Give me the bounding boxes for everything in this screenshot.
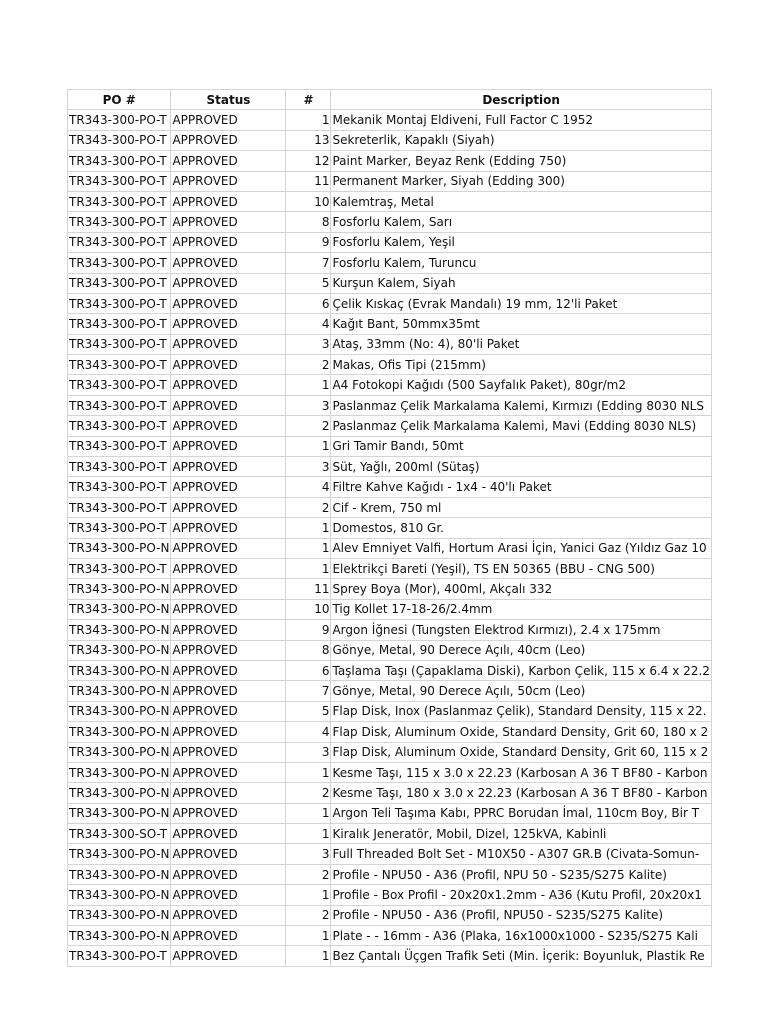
description-cell[interactable]: Argon İğnesi (Tungsten Elektrod Kırmızı), 2.4 x 175mm bbox=[331, 620, 711, 640]
table-row bbox=[68, 885, 712, 905]
po-cell[interactable]: TR343-300-PO-T bbox=[68, 375, 171, 395]
description-cell[interactable]: Domestos, 810 Gr. bbox=[331, 518, 711, 538]
quantity-cell[interactable]: 4 bbox=[286, 314, 331, 334]
status-cell[interactable]: APPROVED bbox=[171, 232, 286, 252]
table-row bbox=[68, 722, 712, 742]
quantity-cell[interactable]: 1 bbox=[286, 824, 331, 844]
description-cell[interactable]: Flap Disk, Aluminum Oxide, Standard Density, Grit 60, 115 x 2 bbox=[331, 742, 711, 762]
quantity-cell[interactable]: 10 bbox=[286, 599, 331, 619]
description-cell[interactable]: Fosforlu Kalem, Sarı bbox=[331, 212, 711, 232]
description-cell[interactable]: Permanent Marker, Siyah (Edding 300) bbox=[331, 171, 711, 191]
quantity-cell[interactable]: 1 bbox=[286, 762, 331, 782]
table-row bbox=[68, 253, 712, 273]
table-row bbox=[68, 864, 712, 884]
po-cell[interactable]: TR343-300-PO-N bbox=[68, 681, 171, 701]
po-cell[interactable]: TR343-300-PO-T bbox=[68, 416, 171, 436]
table-row bbox=[68, 232, 712, 252]
status-cell[interactable]: APPROVED bbox=[171, 212, 286, 232]
po-cell[interactable]: TR343-300-PO-N bbox=[68, 599, 171, 619]
table-row bbox=[68, 701, 712, 721]
po-cell[interactable]: TR343-300-PO-N bbox=[68, 742, 171, 762]
quantity-cell[interactable]: 2 bbox=[286, 783, 331, 803]
table-row bbox=[68, 640, 712, 660]
table-row bbox=[68, 538, 712, 558]
po-cell[interactable]: TR343-300-PO-N bbox=[68, 803, 171, 823]
table-row bbox=[68, 844, 712, 864]
description-cell[interactable]: Filtre Kahve Kağıdı - 1x4 - 40'lı Paket bbox=[331, 477, 711, 497]
description-cell[interactable]: Full Threaded Bolt Set - M10X50 - A307 GR.B (Civata-Somun- bbox=[331, 844, 711, 864]
po-cell[interactable]: TR343-300-PO-T bbox=[68, 355, 171, 375]
description-cell[interactable]: Flap Disk, Aluminum Oxide, Standard Density, Grit 60, 180 x 2 bbox=[331, 722, 711, 742]
table-row bbox=[68, 130, 712, 150]
status-cell[interactable]: APPROVED bbox=[171, 905, 286, 925]
table-row bbox=[68, 477, 712, 497]
po-cell[interactable]: TR343-300-PO-N bbox=[68, 783, 171, 803]
status-cell[interactable]: APPROVED bbox=[171, 375, 286, 395]
header-row bbox=[68, 90, 712, 110]
description-cell[interactable]: Paslanmaz Çelik Markalama Kalemi, Mavi (Edding 8030 NLS) bbox=[331, 416, 711, 436]
po-table bbox=[67, 89, 712, 967]
po-cell[interactable]: TR343-300-SO-T bbox=[68, 824, 171, 844]
quantity-cell[interactable]: 1 bbox=[286, 518, 331, 538]
description-cell[interactable]: Paint Marker, Beyaz Renk (Edding 750) bbox=[331, 151, 711, 171]
po-cell[interactable]: TR343-300-PO-T bbox=[68, 232, 171, 252]
quantity-cell[interactable]: 1 bbox=[286, 803, 331, 823]
quantity-cell[interactable]: 2 bbox=[286, 905, 331, 925]
po-cell[interactable]: TR343-300-PO-T bbox=[68, 395, 171, 415]
status-cell[interactable]: APPROVED bbox=[171, 477, 286, 497]
table-row bbox=[68, 375, 712, 395]
status-cell[interactable]: APPROVED bbox=[171, 436, 286, 456]
quantity-cell[interactable]: 13 bbox=[286, 130, 331, 150]
description-cell[interactable]: A4 Fotokopi Kağıdı (500 Sayfalık Paket), 80gr/m2 bbox=[331, 375, 711, 395]
table-row bbox=[68, 905, 712, 925]
status-cell[interactable]: APPROVED bbox=[171, 538, 286, 558]
status-cell[interactable]: APPROVED bbox=[171, 253, 286, 273]
description-cell[interactable]: Tig Kollet 17-18-26/2.4mm bbox=[331, 599, 711, 619]
description-cell[interactable]: Fosforlu Kalem, Turuncu bbox=[331, 253, 711, 273]
description-cell[interactable]: Taşlama Taşı (Çapaklama Diski), Karbon Çelik, 115 x 6.4 x 22.2 bbox=[331, 660, 711, 680]
table-row bbox=[68, 355, 712, 375]
po-cell[interactable]: TR343-300-PO-N bbox=[68, 926, 171, 946]
status-cell[interactable]: APPROVED bbox=[171, 457, 286, 477]
quantity-cell[interactable]: 11 bbox=[286, 579, 331, 599]
table-row bbox=[68, 599, 712, 619]
status-cell[interactable]: APPROVED bbox=[171, 558, 286, 578]
quantity-cell[interactable]: 6 bbox=[286, 293, 331, 313]
status-cell[interactable]: APPROVED bbox=[171, 783, 286, 803]
quantity-cell[interactable]: 6 bbox=[286, 660, 331, 680]
status-cell[interactable]: APPROVED bbox=[171, 864, 286, 884]
status-cell[interactable]: APPROVED bbox=[171, 191, 286, 211]
table-row bbox=[68, 518, 712, 538]
quantity-cell[interactable]: 1 bbox=[286, 375, 331, 395]
status-cell[interactable]: APPROVED bbox=[171, 599, 286, 619]
status-cell[interactable]: APPROVED bbox=[171, 130, 286, 150]
description-cell[interactable]: Alev Emniyet Valfi, Hortum Arasi İçin, Yanici Gaz (Yıldız Gaz 10 bbox=[331, 538, 711, 558]
quantity-cell[interactable]: 2 bbox=[286, 864, 331, 884]
po-cell[interactable]: TR343-300-PO-N bbox=[68, 844, 171, 864]
quantity-cell[interactable]: 2 bbox=[286, 497, 331, 517]
quantity-cell[interactable]: 2 bbox=[286, 416, 331, 436]
status-cell[interactable]: APPROVED bbox=[171, 314, 286, 334]
po-cell[interactable]: TR343-300-PO-T bbox=[68, 946, 171, 966]
po-cell[interactable]: TR343-300-PO-T bbox=[68, 253, 171, 273]
table-row bbox=[68, 171, 712, 191]
quantity-cell[interactable]: 3 bbox=[286, 395, 331, 415]
status-cell[interactable]: APPROVED bbox=[171, 824, 286, 844]
table-row bbox=[68, 314, 712, 334]
table-row bbox=[68, 824, 712, 844]
description-cell[interactable]: Paslanmaz Çelik Markalama Kalemi, Kırmızı (Edding 8030 NLS bbox=[331, 395, 711, 415]
table-row bbox=[68, 457, 712, 477]
description-cell[interactable]: Mekanik Montaj Eldiveni, Full Factor C 1952 bbox=[331, 110, 711, 130]
po-cell[interactable]: TR343-300-PO-N bbox=[68, 905, 171, 925]
po-cell[interactable]: TR343-300-PO-N bbox=[68, 640, 171, 660]
quantity-cell[interactable]: 5 bbox=[286, 701, 331, 721]
table-row bbox=[68, 660, 712, 680]
description-cell[interactable]: Profile - NPU50 - A36 (Profil, NPU50 - S235/S275 Kalite) bbox=[331, 905, 711, 925]
table-row bbox=[68, 742, 712, 762]
quantity-cell[interactable]: 1 bbox=[286, 558, 331, 578]
description-cell[interactable]: Fosforlu Kalem, Yeşil bbox=[331, 232, 711, 252]
quantity-cell[interactable]: 1 bbox=[286, 436, 331, 456]
po-cell[interactable]: TR343-300-PO-T bbox=[68, 436, 171, 456]
quantity-cell[interactable]: 8 bbox=[286, 212, 331, 232]
po-cell[interactable]: TR343-300-PO-N bbox=[68, 620, 171, 640]
quantity-cell[interactable]: 4 bbox=[286, 477, 331, 497]
table-row bbox=[68, 395, 712, 415]
po-cell[interactable]: TR343-300-PO-N bbox=[68, 885, 171, 905]
po-cell[interactable]: TR343-300-PO-N bbox=[68, 864, 171, 884]
quantity-cell[interactable]: 3 bbox=[286, 457, 331, 477]
description-cell[interactable]: Çelik Kıskaç (Evrak Mandalı) 19 mm, 12'li Paket bbox=[331, 293, 711, 313]
table-row bbox=[68, 681, 712, 701]
po-cell[interactable]: TR343-300-PO-T bbox=[68, 191, 171, 211]
header-status[interactable]: Status bbox=[171, 90, 286, 110]
quantity-cell[interactable]: 8 bbox=[286, 640, 331, 660]
description-cell[interactable]: Makas, Ofis Tipi (215mm) bbox=[331, 355, 711, 375]
quantity-cell[interactable]: 1 bbox=[286, 538, 331, 558]
status-cell[interactable]: APPROVED bbox=[171, 395, 286, 415]
status-cell[interactable]: APPROVED bbox=[171, 640, 286, 660]
table-row bbox=[68, 579, 712, 599]
table-row bbox=[68, 191, 712, 211]
table-row bbox=[68, 926, 712, 946]
description-cell[interactable]: Cif - Krem, 750 ml bbox=[331, 497, 711, 517]
po-cell[interactable]: TR343-300-PO-N bbox=[68, 722, 171, 742]
po-cell[interactable]: TR343-300-PO-T bbox=[68, 518, 171, 538]
status-cell[interactable]: APPROVED bbox=[171, 681, 286, 701]
status-cell[interactable]: APPROVED bbox=[171, 844, 286, 864]
description-cell[interactable]: Sekreterlik, Kapaklı (Siyah) bbox=[331, 130, 711, 150]
quantity-cell[interactable]: 5 bbox=[286, 273, 331, 293]
quantity-cell[interactable]: 2 bbox=[286, 355, 331, 375]
quantity-cell[interactable]: 9 bbox=[286, 232, 331, 252]
quantity-cell[interactable]: 12 bbox=[286, 151, 331, 171]
table-row bbox=[68, 110, 712, 130]
po-cell[interactable]: TR343-300-PO-N bbox=[68, 762, 171, 782]
table-row bbox=[68, 436, 712, 456]
description-cell[interactable]: Plate - - 16mm - A36 (Plaka, 16x1000x1000 - S235/S275 Kali bbox=[331, 926, 711, 946]
status-cell[interactable]: APPROVED bbox=[171, 273, 286, 293]
table-row bbox=[68, 620, 712, 640]
description-cell[interactable]: Profile - Box Profil - 20x20x1.2mm - A36 (Kutu Profil, 20x20x1 bbox=[331, 885, 711, 905]
status-cell[interactable]: APPROVED bbox=[171, 660, 286, 680]
table-row bbox=[68, 497, 712, 517]
table-row bbox=[68, 783, 712, 803]
description-cell[interactable]: Argon Teli Taşıma Kabı, PPRC Borudan İmal, 110cm Boy, Bir T bbox=[331, 803, 711, 823]
table-row bbox=[68, 558, 712, 578]
status-cell[interactable]: APPROVED bbox=[171, 334, 286, 354]
description-cell[interactable]: Profile - NPU50 - A36 (Profil, NPU 50 - S235/S275 Kalite) bbox=[331, 864, 711, 884]
table-row bbox=[68, 151, 712, 171]
po-cell[interactable]: TR343-300-PO-T bbox=[68, 497, 171, 517]
description-cell[interactable]: Kiralık Jeneratör, Mobil, Dizel, 125kVA, Kabinli bbox=[331, 824, 711, 844]
po-cell[interactable]: TR343-300-PO-T bbox=[68, 558, 171, 578]
po-cell[interactable]: TR343-300-PO-T bbox=[68, 314, 171, 334]
description-cell[interactable]: Elektrikçi Bareti (Yeşil), TS EN 50365 (BBU - CNG 500) bbox=[331, 558, 711, 578]
status-cell[interactable]: APPROVED bbox=[171, 926, 286, 946]
table-row bbox=[68, 212, 712, 232]
table-row bbox=[68, 334, 712, 354]
po-cell[interactable]: TR343-300-PO-N bbox=[68, 701, 171, 721]
quantity-cell[interactable]: 4 bbox=[286, 722, 331, 742]
description-cell[interactable]: Gri Tamir Bandı, 50mt bbox=[331, 436, 711, 456]
quantity-cell[interactable]: 1 bbox=[286, 926, 331, 946]
po-cell[interactable]: TR343-300-PO-T bbox=[68, 212, 171, 232]
description-cell[interactable]: Kesme Taşı, 115 x 3.0 x 22.23 (Karbosan A 36 T BF80 - Karbon bbox=[331, 762, 711, 782]
status-cell[interactable]: APPROVED bbox=[171, 722, 286, 742]
description-cell[interactable]: Kağıt Bant, 50mmx35mt bbox=[331, 314, 711, 334]
po-cell[interactable]: TR343-300-PO-T bbox=[68, 477, 171, 497]
quantity-cell[interactable]: 1 bbox=[286, 110, 331, 130]
po-cell[interactable]: TR343-300-PO-N bbox=[68, 660, 171, 680]
quantity-cell[interactable]: 1 bbox=[286, 885, 331, 905]
description-cell[interactable]: Sprey Boya (Mor), 400ml, Akçalı 332 bbox=[331, 579, 711, 599]
status-cell[interactable]: APPROVED bbox=[171, 701, 286, 721]
table-row bbox=[68, 273, 712, 293]
description-cell[interactable]: Kurşun Kalem, Siyah bbox=[331, 273, 711, 293]
po-cell[interactable]: TR343-300-PO-T bbox=[68, 273, 171, 293]
po-cell[interactable]: TR343-300-PO-T bbox=[68, 171, 171, 191]
table-row bbox=[68, 293, 712, 313]
description-cell[interactable]: Ataş, 33mm (No: 4), 80'li Paket bbox=[331, 334, 711, 354]
po-cell[interactable]: TR343-300-PO-T bbox=[68, 293, 171, 313]
po-cell[interactable]: TR343-300-PO-N bbox=[68, 538, 171, 558]
header-num[interactable]: # bbox=[286, 90, 331, 110]
status-cell[interactable]: APPROVED bbox=[171, 355, 286, 375]
po-cell[interactable]: TR343-300-PO-T bbox=[68, 334, 171, 354]
quantity-cell[interactable]: 10 bbox=[286, 191, 331, 211]
status-cell[interactable]: APPROVED bbox=[171, 579, 286, 599]
description-cell[interactable]: Gönye, Metal, 90 Derece Açılı, 50cm (Leo) bbox=[331, 681, 711, 701]
quantity-cell[interactable]: 3 bbox=[286, 334, 331, 354]
table-row bbox=[68, 946, 712, 966]
quantity-cell[interactable]: 11 bbox=[286, 171, 331, 191]
quantity-cell[interactable]: 3 bbox=[286, 844, 331, 864]
description-cell[interactable]: Kesme Taşı, 180 x 3.0 x 22.23 (Karbosan A 36 T BF80 - Karbon bbox=[331, 783, 711, 803]
po-cell[interactable]: TR343-300-PO-T bbox=[68, 151, 171, 171]
description-cell[interactable]: Gönye, Metal, 90 Derece Açılı, 40cm (Leo) bbox=[331, 640, 711, 660]
description-cell[interactable]: Bez Çantalı Üçgen Trafik Seti (Min. İçerik: Boyunluk, Plastik Re bbox=[331, 946, 711, 966]
status-cell[interactable]: APPROVED bbox=[171, 762, 286, 782]
status-cell[interactable]: APPROVED bbox=[171, 742, 286, 762]
status-cell[interactable]: APPROVED bbox=[171, 416, 286, 436]
status-cell[interactable]: APPROVED bbox=[171, 803, 286, 823]
po-cell[interactable]: TR343-300-PO-T bbox=[68, 457, 171, 477]
po-cell[interactable]: TR343-300-PO-N bbox=[68, 579, 171, 599]
status-cell[interactable]: APPROVED bbox=[171, 946, 286, 966]
status-cell[interactable]: APPROVED bbox=[171, 620, 286, 640]
quantity-cell[interactable]: 3 bbox=[286, 742, 331, 762]
quantity-cell[interactable]: 9 bbox=[286, 620, 331, 640]
description-cell[interactable]: Flap Disk, Inox (Paslanmaz Çelik), Standard Density, 115 x 22. bbox=[331, 701, 711, 721]
status-cell[interactable]: APPROVED bbox=[171, 293, 286, 313]
header-po[interactable]: PO # bbox=[68, 90, 171, 110]
table-row bbox=[68, 762, 712, 782]
status-cell[interactable]: APPROVED bbox=[171, 497, 286, 517]
table-row bbox=[68, 416, 712, 436]
po-cell[interactable]: TR343-300-PO-T bbox=[68, 110, 171, 130]
header-description[interactable]: Description bbox=[331, 90, 711, 110]
status-cell[interactable]: APPROVED bbox=[171, 110, 286, 130]
status-cell[interactable]: APPROVED bbox=[171, 151, 286, 171]
status-cell[interactable]: APPROVED bbox=[171, 885, 286, 905]
status-cell[interactable]: APPROVED bbox=[171, 171, 286, 191]
description-cell[interactable]: Süt, Yağlı, 200ml (Sütaş) bbox=[331, 457, 711, 477]
table-row bbox=[68, 803, 712, 823]
quantity-cell[interactable]: 7 bbox=[286, 253, 331, 273]
quantity-cell[interactable]: 7 bbox=[286, 681, 331, 701]
status-cell[interactable]: APPROVED bbox=[171, 518, 286, 538]
quantity-cell[interactable]: 1 bbox=[286, 946, 331, 966]
po-cell[interactable]: TR343-300-PO-T bbox=[68, 130, 171, 150]
description-cell[interactable]: Kalemtraş, Metal bbox=[331, 191, 711, 211]
